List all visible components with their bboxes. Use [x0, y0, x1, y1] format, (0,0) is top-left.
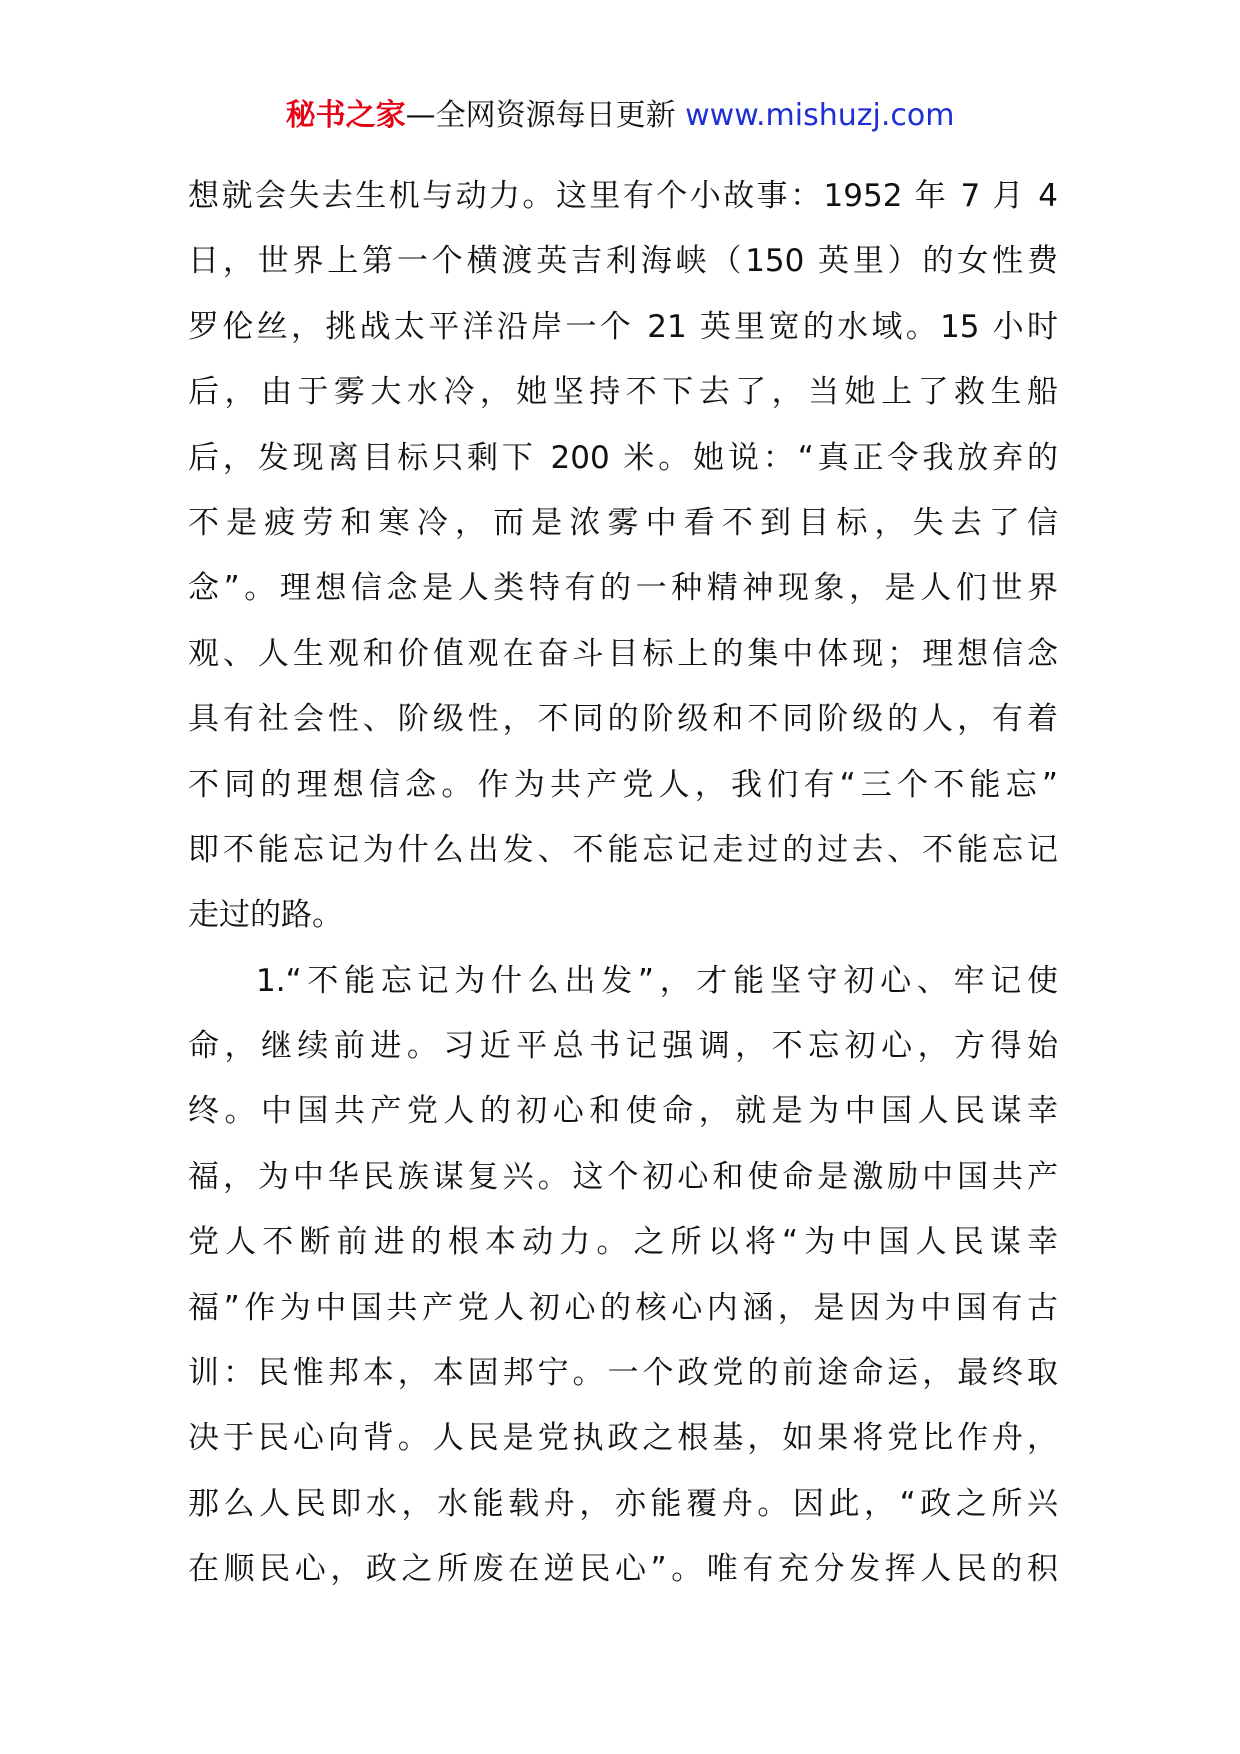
site-name: 秘书之家: [285, 98, 406, 133]
text-line: 后，由于雾大水冷，她坚持不下去了，当她上了救生船: [188, 374, 1058, 411]
text-line: 福，为中华民族谋复兴。这个初心和使命是激励中国共产: [188, 1158, 1058, 1195]
text-line: 在顺民心，政之所废在逆民心”。唯有充分发挥人民的积: [188, 1551, 1058, 1588]
paragraph: [188, 949, 1058, 1603]
site-tagline: —全网资源每日更新: [405, 98, 676, 133]
text-line: 后，发现离目标只剩下 200 米。她说：“真正令我放弃的: [188, 439, 1058, 476]
text-line: 日，世界上第一个横渡英吉利海峡（150 英里）的女性费: [188, 243, 1058, 280]
text-line: 即不能忘记为什么出发、不能忘记走过的过去、不能忘记: [188, 831, 1058, 868]
text-line: 决于民心向背。人民是党执政之根基，如果将党比作舟，: [188, 1420, 1058, 1457]
text-line: 终。中国共产党人的初心和使命，就是为中国人民谋幸: [188, 1093, 1058, 1130]
text-line: 党人不断前进的根本动力。之所以将“为中国人民谋幸: [188, 1224, 1058, 1261]
text-line: 观、人生观和价值观在奋斗目标上的集中体现；理想信念: [188, 635, 1058, 672]
text-line: 训：民惟邦本，本固邦宁。一个政党的前途命运，最终取: [188, 1355, 1058, 1392]
text-line: 走过的路。: [188, 897, 343, 934]
document-body: [188, 164, 1058, 1603]
text-line: 不是疲劳和寒冷，而是浓雾中看不到目标，失去了信: [188, 504, 1058, 541]
site-url-link[interactable]: www.mishuzj.com: [685, 98, 955, 133]
text-line: 不同的理想信念。作为共产党人，我们有“三个不能忘”: [188, 766, 1058, 803]
text-line: 福”作为中国共产党人初心的核心内涵，是因为中国有古: [188, 1289, 1058, 1326]
text-line: 具有社会性、阶级性，不同的阶级和不同阶级的人，有着: [188, 701, 1058, 738]
text-line: 罗伦丝，挑战太平洋沿岸一个 21 英里宽的水域。15 小时: [188, 308, 1058, 345]
page-header: [0, 96, 1240, 136]
text-line: 命，继续前进。习近平总书记强调，不忘初心，方得始: [188, 1028, 1058, 1065]
text-line: 1.“不能忘记为什么出发”，才能坚守初心、牢记使: [256, 962, 1058, 999]
text-line: 想就会失去生机与动力。这里有个小故事：1952 年 7 月 4: [188, 178, 1058, 214]
text-line: 那么人民即水，水能载舟，亦能覆舟。因此，“政之所兴: [188, 1485, 1058, 1522]
paragraph: [188, 164, 1058, 949]
text-line: 念”。理想信念是人类特有的一种精神现象，是人们世界: [188, 570, 1058, 607]
